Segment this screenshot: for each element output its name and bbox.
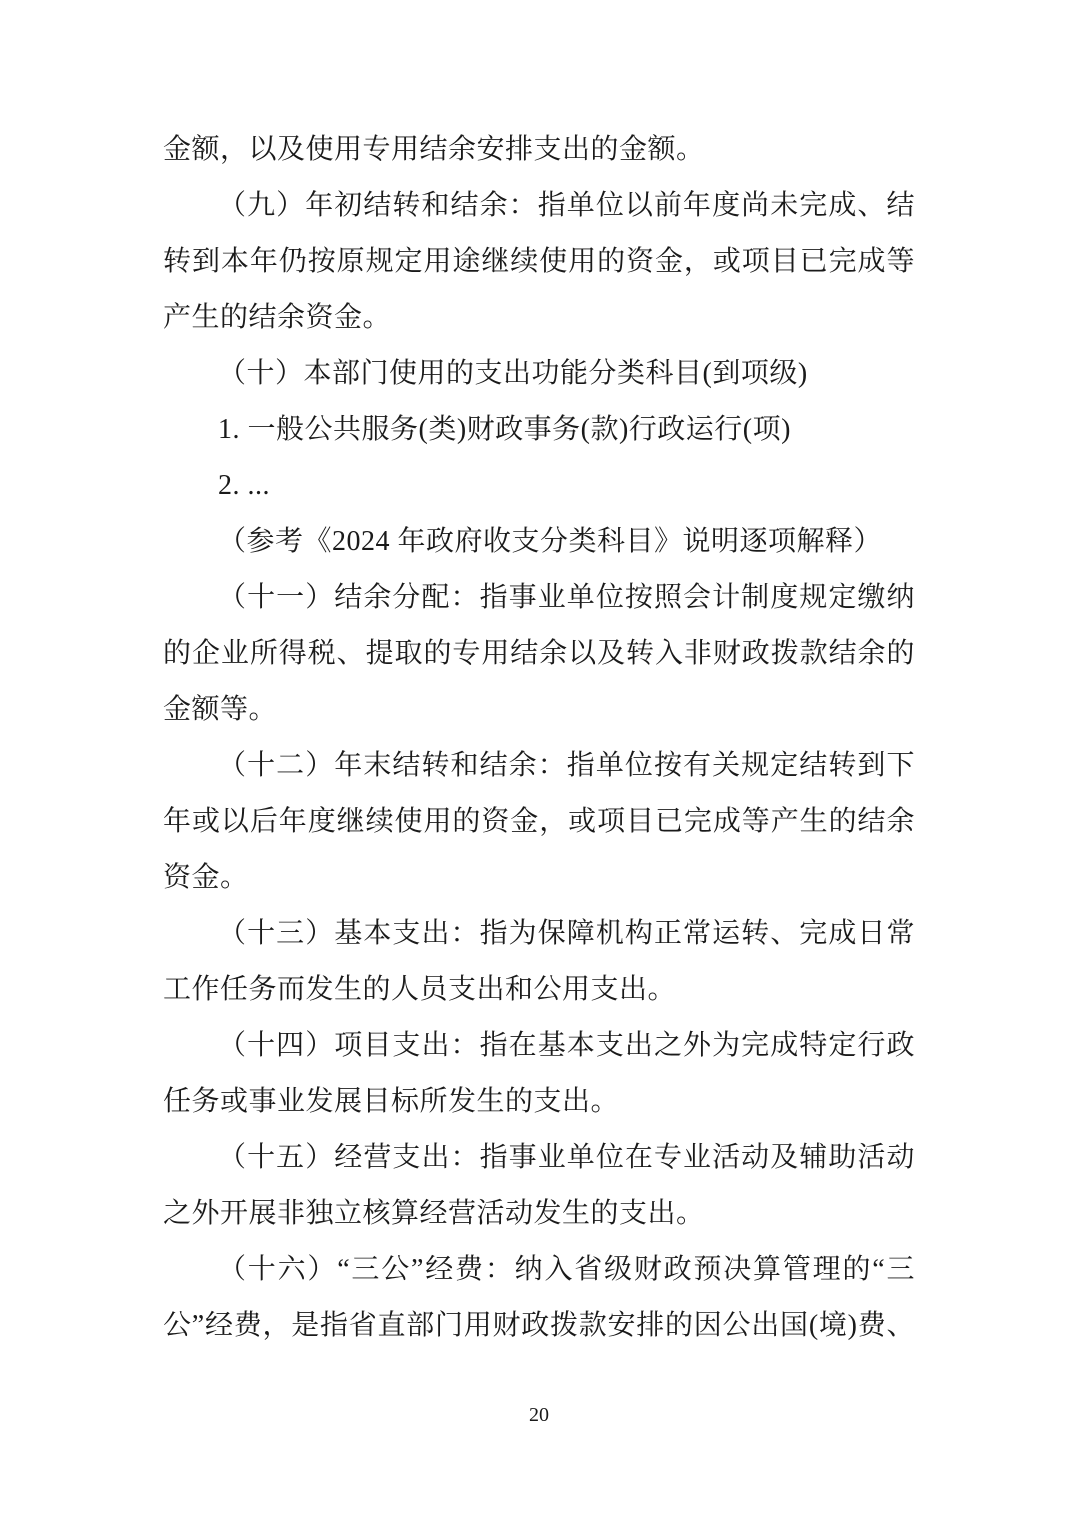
text-line: 金额等。: [163, 694, 278, 725]
text-line: （十二）年末结转和结余：指单位按有关规定结转到下: [218, 750, 915, 781]
text-line: 金额，以及使用专用结余安排支出的金额。: [163, 134, 705, 165]
page-number: 20: [529, 1404, 549, 1426]
text-line: 年或以后年度继续使用的资金，或项目已完成等产生的结余: [163, 806, 915, 837]
text-line: 之外开展非独立核算经营活动发生的支出。: [163, 1198, 705, 1229]
text-line: 产生的结余资金。: [163, 302, 392, 333]
text-line: 资金。: [163, 862, 249, 893]
text-line: （十六）“三公”经费：纳入省级财政预决算管理的“三: [218, 1254, 915, 1285]
text-line: 2. ...: [218, 470, 270, 501]
text-line: 任务或事业发展目标所发生的支出。: [163, 1086, 620, 1117]
text-line: （十一）结余分配：指事业单位按照会计制度规定缴纳: [218, 582, 915, 613]
text-line: （十四）项目支出：指在基本支出之外为完成特定行政: [218, 1030, 915, 1061]
text-line: 转到本年仍按原规定用途继续使用的资金，或项目已完成等: [163, 246, 915, 277]
text-line: 的企业所得税、提取的专用结余以及转入非财政拨款结余的: [163, 638, 915, 669]
text-line: （十五）经营支出：指事业单位在专业活动及辅助活动: [218, 1142, 915, 1173]
text-line: 1. 一般公共服务(类)财政事务(款)行政运行(项): [218, 414, 791, 445]
text-line: 工作任务而发生的人员支出和公用支出。: [163, 974, 677, 1005]
text-line: （十）本部门使用的支出功能分类科目(到项级): [218, 358, 808, 389]
text-line: （参考《2024 年政府收支分类科目》说明逐项解释）: [218, 526, 883, 557]
text-line: （九）年初结转和结余：指单位以前年度尚未完成、结: [218, 190, 915, 221]
document-body: [163, 122, 915, 1354]
text-line: 公”经费，是指省直部门用财政拨款安排的因公出国(境)费、: [163, 1310, 915, 1341]
text-line: （十三）基本支出：指为保障机构正常运转、完成日常: [218, 918, 915, 949]
